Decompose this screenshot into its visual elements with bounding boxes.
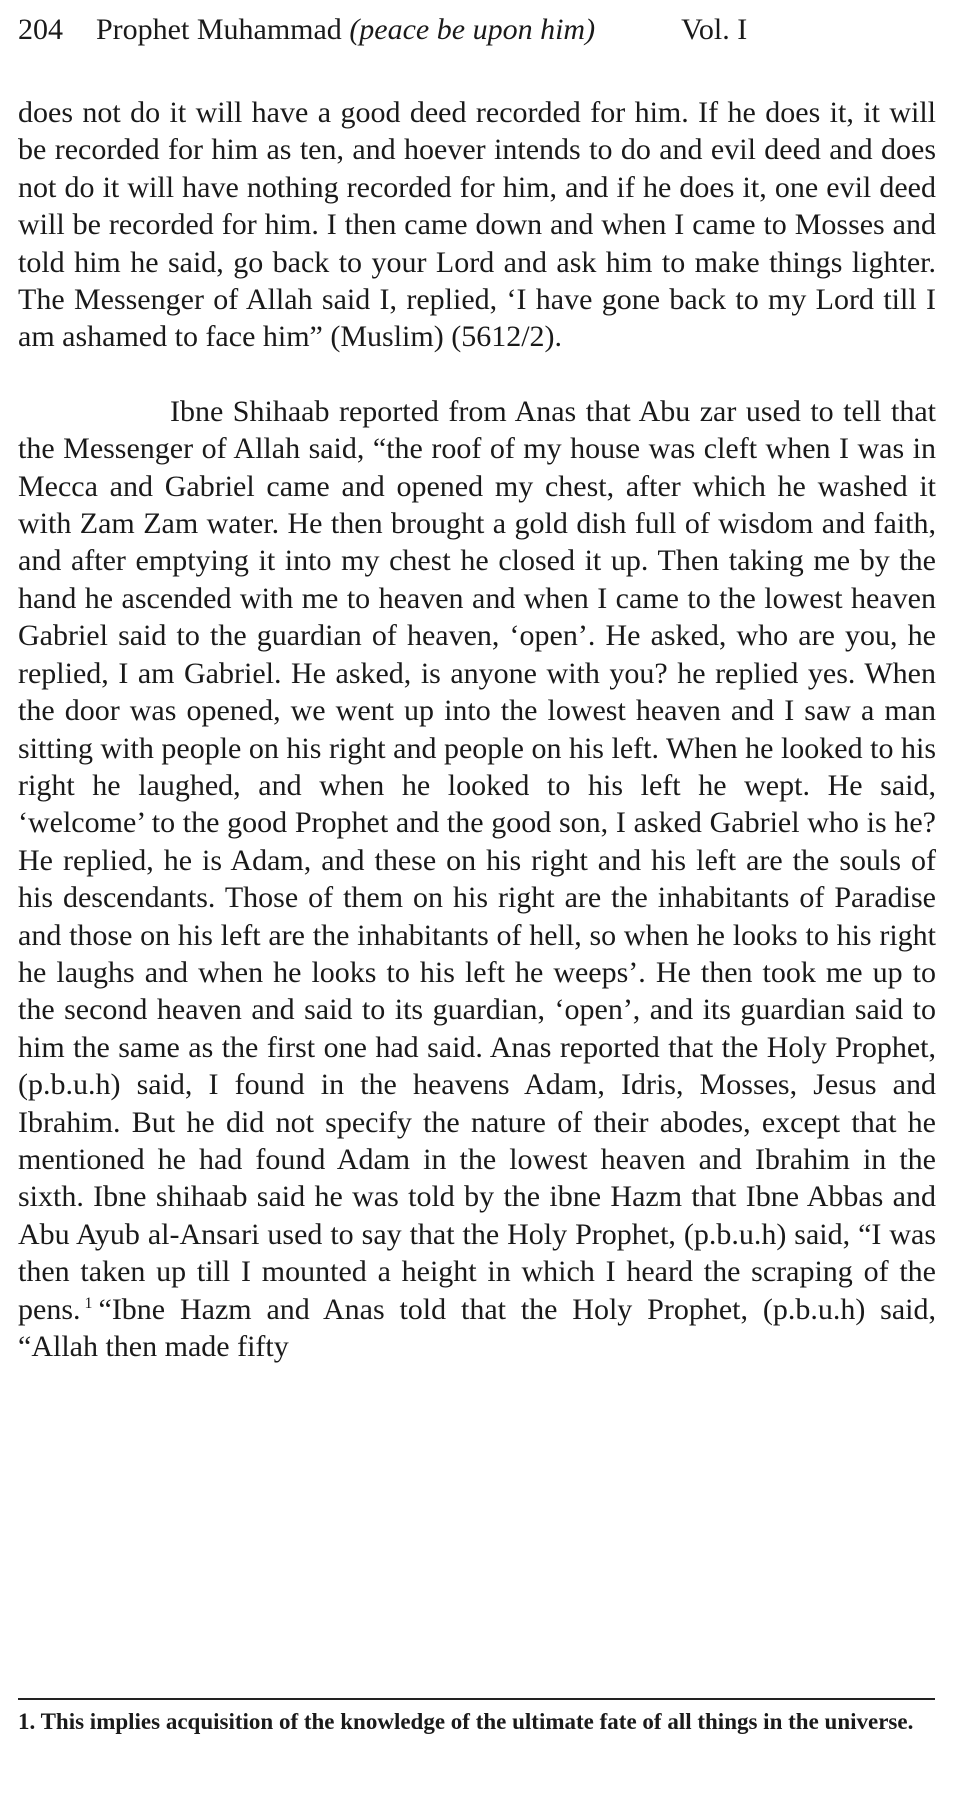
book-title-honorific: (peace be upon him) — [349, 13, 596, 46]
book-page — [18, 8, 936, 1365]
book-title-main: Prophet Muhammad — [96, 13, 342, 46]
footnote-divider — [18, 1698, 935, 1700]
footnote-reference: 1 — [84, 1294, 93, 1312]
volume-label: Vol. I — [681, 13, 748, 46]
running-header — [18, 8, 936, 52]
paragraph-text: Ibne Shihaab reported from Anas that Abu zar used to tell that the Messenger of Allah said, “the roof of my house was cleft when I was in Mecca and Gabriel came and opened my chest, after which he washed it with Zam Zam water. He then brought a gold dish full of wisdom and faith, and after emptying it into my chest he closed it up. Then taking me by the hand he ascended with me to heaven and when I came to the lowest heaven Gabriel said to the guardian of heaven, ‘open’. He asked, who are you, he replied, I am Gabriel. He asked, is anyone with you? he replied yes. When the door was opened, we went up into the lowest heaven and I saw a man sitting with people on his right and people on his left. When he looked to his right he laughed, and when he looked to his left he wept. He said, ‘welcome’ to the good Prophet and the good son, I asked Gabriel who is he? He replied, he is Adam, and these on his right and his left are the souls of his descendants. Those of them on his right are the inhabitants of Paradise and those on his left are the inhabitants of hell, so when he looks to his right he laughs and when he looks to his left he weeps’. He then took me up to the second heaven and said to its guardian, ‘open’, and its guardian said to him the same as the first one had said. Anas reported that the Holy Prophet, (p.b.u.h) said, I found in the heavens Adam, Idris, Mosses, Jesus and Ibrahim. But he did not specify the nature of their abodes, except that he mentioned he had found Adam in the lowest heaven and Ibrahim in the sixth. Ibne shihaab said he was told by the ibne Hazm that Ibne Abbas and Abu Ayub al-Ansari used to say that the Holy Prophet, (p.b.u.h) said, “I was then taken up till I mounted a height in which I heard the scraping of the pens. — [18, 394, 936, 1326]
page-number: 204 — [18, 13, 63, 46]
paragraph: does not do it will have a good deed recorded for him. If he does it, it will be recorded for him as ten, and hoever intends to do and evil deed and does not do it will have nothing recorded for him, and if he does it, one evil deed will be recorded for him. I then came down and when I came to Mosses and told him he said, go back to your Lord and ask him to make things lighter. The Messenger of Allah said I, replied, ‘I have gone back to my Lord till I am ashamed to face him” (Muslim) (5612/2). — [18, 96, 936, 354]
footnote: 1. This implies acquisition of the knowledge of the ultimate fate of all things in the universe. — [18, 1709, 914, 1734]
book-title — [96, 8, 595, 52]
paragraph-text-continued: “Ibne Hazm and Anas told that the Holy Prophet, (p.b.u.h) said, “Allah then made fifty — [18, 1292, 936, 1363]
main-text — [18, 94, 936, 1365]
paragraph — [18, 393, 936, 1366]
